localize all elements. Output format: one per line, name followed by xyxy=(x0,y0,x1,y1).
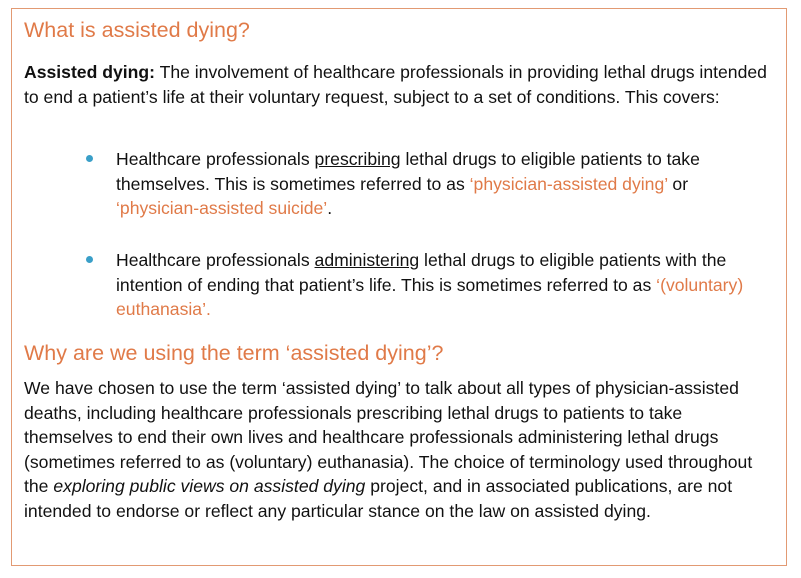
term-voluntary-euthanasia: ‘(voluntary) euthanasia’. xyxy=(116,274,744,319)
terminology-paragraph xyxy=(24,376,774,523)
bullet-text: lethal drugs to eligible patients with the intention of ending that patient’s life. This is sometimes referred to as xyxy=(116,250,727,295)
term-physician-assisted-suicide: ‘physician-assisted suicide’ xyxy=(116,198,328,218)
bullet-text: Healthcare professionals xyxy=(116,149,315,169)
paragraph-text: We have chosen to use the term ‘assisted dying’ to talk about all types of physician-assisted deaths, including healthcare professionals prescribing lethal drugs to patients to take themselves to end their own lives and healthcare professionals administering lethal drugs (sometimes referred to as (voluntary) euthanasia). The choice of terminology used throughout the xyxy=(24,378,753,496)
project-name: exploring public views on assisted dying xyxy=(53,476,366,496)
definition-term: Assisted dying: xyxy=(24,62,155,82)
definition-text: The involvement of healthcare professionals in providing lethal drugs intended to end a patient’s life at their voluntary request, subject to a set of conditions. This covers: xyxy=(24,62,767,107)
keyword-prescribing: prescribing xyxy=(314,149,401,169)
bullet-dot-icon xyxy=(86,155,93,162)
bullet-text: or xyxy=(667,173,689,194)
list-item-administering xyxy=(116,248,776,322)
paragraph-text: project, and in associated publications, are not intended to endorse or reflect any particular stance on the law on assisted dying. xyxy=(24,476,733,521)
bullet-text: Healthcare professionals xyxy=(116,250,315,270)
list-item-prescribing xyxy=(116,147,776,221)
term-physician-assisted-dying: ‘physician-assisted dying’ xyxy=(469,173,668,194)
keyword-administering: administering xyxy=(314,250,420,270)
bullet-dot-icon xyxy=(86,256,93,263)
section-heading-what-is: What is assisted dying? xyxy=(24,18,250,42)
section-heading-why-term: Why are we using the term ‘assisted dying’? xyxy=(24,341,444,365)
definition-paragraph xyxy=(24,60,774,109)
bullet-text: lethal drugs to eligible patients to take themselves. This is sometimes referred to as xyxy=(116,149,700,194)
bullet-text: . xyxy=(327,198,333,218)
